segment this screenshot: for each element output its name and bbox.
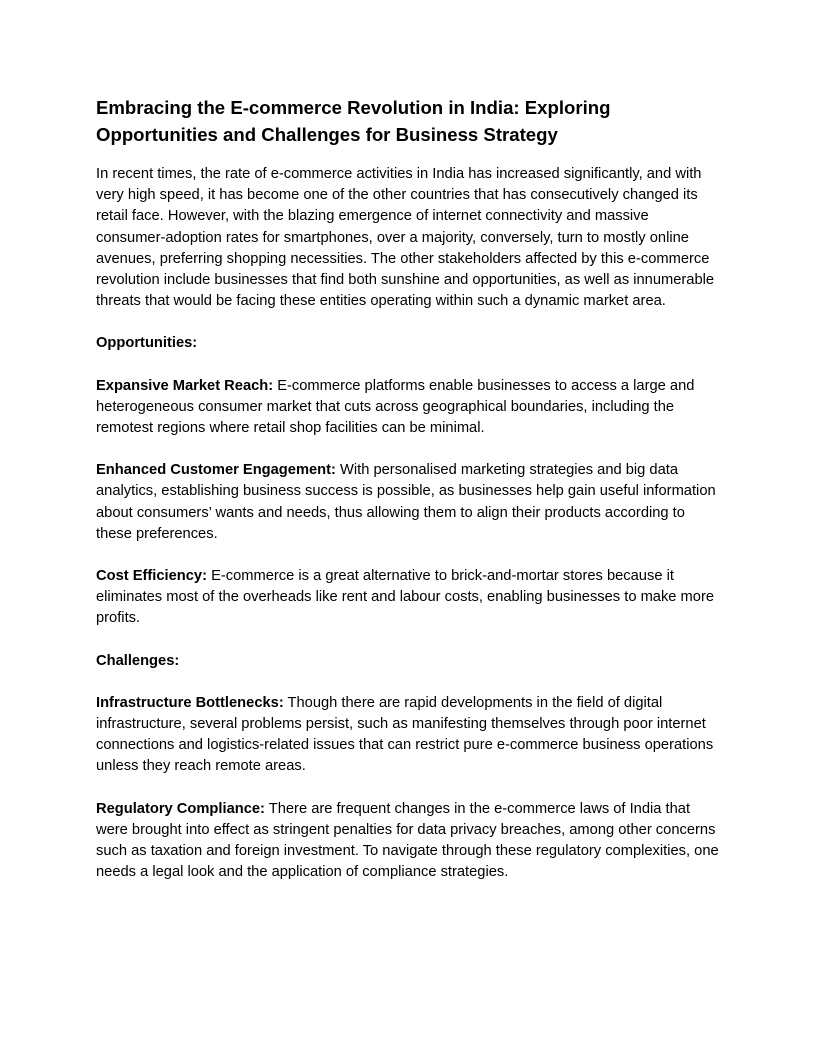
document-title: Embracing the E-commerce Revolution in India: Exploring Opportunities and Challenges for Business Strategy xyxy=(96,97,611,145)
opportunity-text: E-commerce is a great alternative to brick-and-mortar stores because it eliminates most of the overheads like rent and labour costs, enabling businesses to make more profits. xyxy=(96,568,715,627)
opportunity-term: Expansive Market Reach: xyxy=(96,377,274,394)
opportunity-term: Enhanced Customer Engagement: xyxy=(96,462,336,479)
challenge-term: Infrastructure Bottlenecks: xyxy=(96,694,284,711)
intro-paragraph: In recent times, the rate of e-commerce activities in India has increased significantly, and with very high speed, it has become one of the other countries that has consecutively changed its retail face. However, with the blazing emergence of internet connectivity and massive consumer-adoption rates for smartphones, over a majority, conversely, turn to mostly online avenues, preferring shopping necessities. The other stakeholders affected by this e-commerce revolution include businesses that find both sunshine and opportunities, as well as innumerable threats that would be facing these entities operating within such a dynamic market area. xyxy=(96,166,715,310)
opportunity-item-cost-efficiency xyxy=(96,566,720,630)
challenge-text: Though there are rapid developments in the field of digital infrastructure, several problems persist, such as manifesting themselves through poor internet connections and logistics-related issues that can restrict pure e-commerce business operations unless they reach remote areas. xyxy=(96,694,714,775)
opportunity-item-customer-engagement xyxy=(96,460,720,545)
opportunity-text: E-commerce platforms enable businesses to access a large and heterogeneous consumer market that cuts across geographical boundaries, including the remotest regions where retail shop facilities can be minimal. xyxy=(96,377,695,437)
challenges-heading: Challenges: xyxy=(96,652,180,669)
challenge-text: There are frequent changes in the e-commerce laws of India that were brought into effect as stringent penalties for data privacy breaches, among other concerns such as taxation and foreign investment. To navigate through these regulatory complexities, one needs a legal look and the application of compliance strategies. xyxy=(96,800,719,881)
opportunity-text: With personalised marketing strategies and big data analytics, establishing business success is possible, as businesses help gain useful information about consumers’ wants and needs, thus allowing them to align their products according to these preferences. xyxy=(96,462,716,542)
opportunity-term: Cost Efficiency: xyxy=(96,568,207,585)
challenge-item-regulatory xyxy=(96,799,720,884)
document-page xyxy=(96,94,720,904)
challenge-term: Regulatory Compliance: xyxy=(96,800,265,817)
opportunities-heading: Opportunities: xyxy=(96,335,198,352)
opportunity-item-market-reach xyxy=(96,376,720,440)
challenge-item-infrastructure xyxy=(96,693,720,778)
